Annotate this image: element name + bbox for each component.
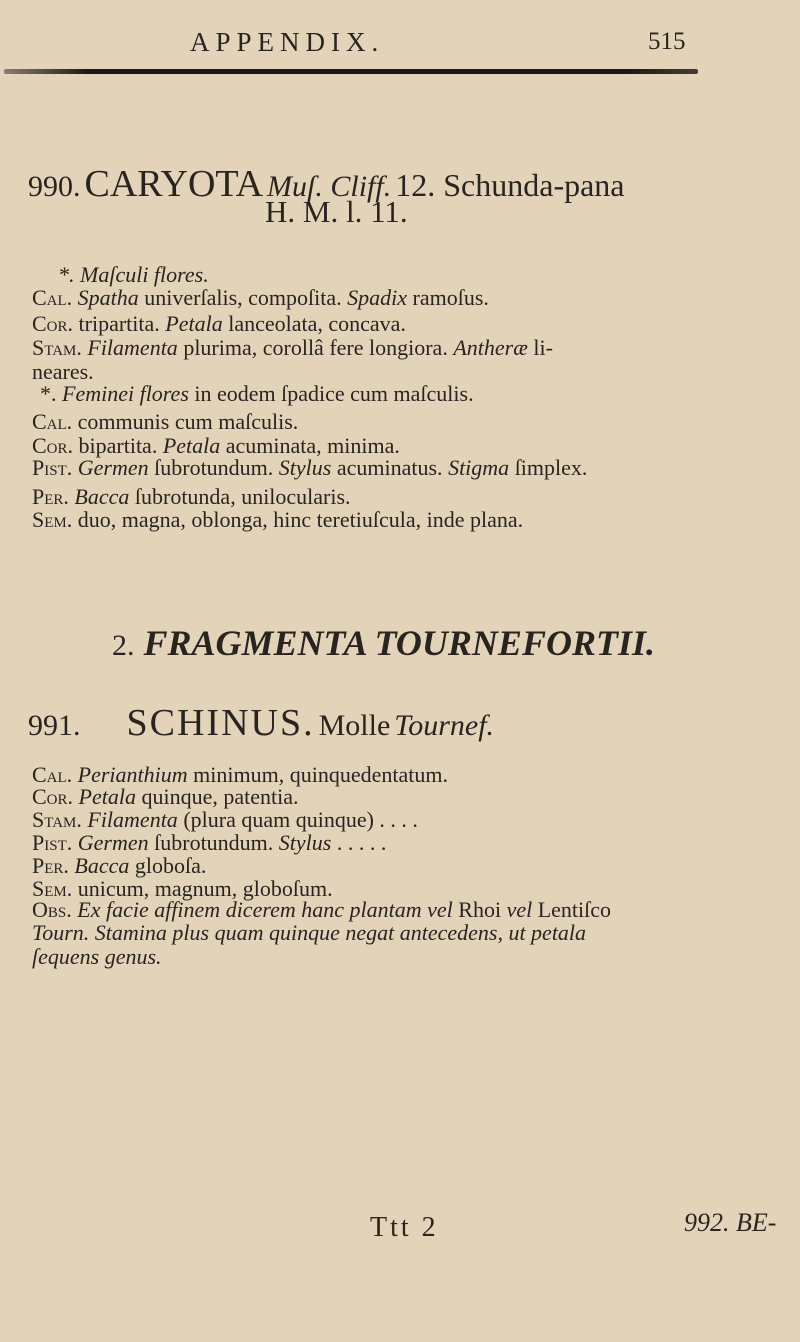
entry-991-per: Per. Bacca globoſa. <box>32 853 207 878</box>
reference-continued: H. M. l. 11. <box>265 194 408 229</box>
entry-991-pist: Pist. Germen ſubrotundum. Stylus . . . . . <box>32 830 387 855</box>
entry-991-sem: Sem. unicum, magnum, globoſum. <box>32 876 333 901</box>
signature-mark: Ttt 2 <box>370 1212 439 1243</box>
entry-991-obs-end: ſequens genus. <box>32 944 162 969</box>
entry-number: 990. <box>28 170 81 203</box>
entry-990-cor: Cor. tripartita. Petala lanceolata, concava. <box>32 311 406 336</box>
catchword: 992. BE- <box>684 1208 777 1237</box>
entry-990-stam-continued: neares. <box>32 359 94 384</box>
entry-990-cor2: Cor. bipartita. Petala acuminata, minima. <box>32 433 400 458</box>
reference: 12. Schunda-pana <box>395 167 625 203</box>
entry-991-stam: Stam. Filamenta (plura quam quinque) . . . . <box>32 807 418 832</box>
section-number: 2. <box>112 629 135 662</box>
entry-991-obs-continued: Tourn. Stamina plus quam quinque negat antecedens, ut petala <box>32 920 587 945</box>
entry-991-obs: Obs. Ex facie affinem dicerem hanc plantam vel Rhoi vel Lentiſco <box>32 897 612 922</box>
entry-990-cal2: Cal. communis cum maſculis. <box>32 409 299 434</box>
running-header: APPENDIX. <box>190 27 385 57</box>
entry-990-sem: Sem. duo, magna, oblonga, hinc teretiuſcula, inde plana. <box>32 507 524 532</box>
synonym: Molle <box>318 709 391 742</box>
female-flowers-heading: *. Feminei flores in eodem ſpadice cum maſculis. <box>40 381 474 406</box>
section-heading <box>112 622 655 664</box>
entry-990-per: Per. Bacca ſubrotunda, unilocularis. <box>32 484 351 509</box>
entry-990-stam: Stam. Filamenta plurima, corollâ fere longiora. Antheræ li- <box>32 335 553 360</box>
page-number: 515 <box>648 28 686 55</box>
entry-990-cal: Cal. Spatha univerſalis, compoſita. Spadix ramoſus. <box>32 285 489 310</box>
male-flowers-heading: *. Maſculi flores. <box>58 262 209 287</box>
entry-991-cor: Cor. Petala quinque, patentia. <box>32 784 299 809</box>
genus-name: CARYOTA <box>84 163 264 205</box>
genus-name: SCHINUS. <box>126 702 315 744</box>
header-rule <box>4 69 698 74</box>
entry-991-title <box>28 704 494 742</box>
entry-number: 991. <box>28 709 81 742</box>
author: Tournef. <box>394 709 495 742</box>
section-title: FRAGMENTA TOURNEFORTII. <box>143 623 655 663</box>
citation: Muſ. Cliff. <box>267 170 392 203</box>
entry-990-pist: Pist. Germen ſubrotundum. Stylus acuminatus. Stigma ſimplex. <box>32 455 588 480</box>
entry-991-cal: Cal. Perianthium minimum, quinquedentatum. <box>32 762 448 787</box>
